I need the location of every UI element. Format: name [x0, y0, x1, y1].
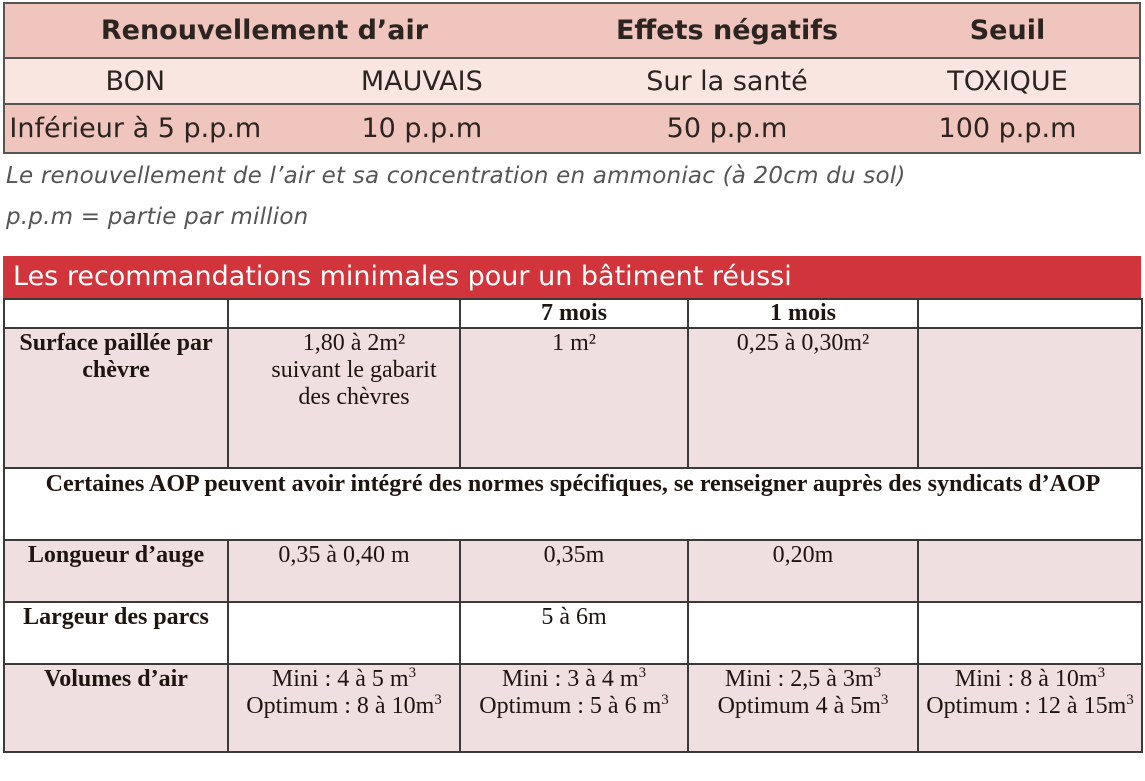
- volumes-col4-opt-sup: 3: [1126, 692, 1134, 708]
- header-renouvellement: Renouvellement d’air: [4, 3, 578, 58]
- air-table-quality-row: [4, 58, 1140, 104]
- volumes-col4-opt: Optimum : 12 à 15m: [926, 693, 1127, 719]
- volumes-col3-opt: Optimum 4 à 5m: [717, 693, 881, 719]
- cell-toxique: TOXIQUE: [876, 58, 1140, 104]
- header-seuil: Seuil: [876, 3, 1140, 58]
- cell-sur-la-sante: Sur la santé: [578, 58, 876, 104]
- row-longueur-auge: [4, 540, 1142, 602]
- cell-50ppm: 50 p.p.m: [578, 104, 876, 153]
- volumes-col3-mini-sup: 3: [873, 665, 882, 681]
- cell-bon: BON: [4, 58, 266, 104]
- header-7-mois: 7 mois: [460, 299, 688, 328]
- volumes-col4-mini: Mini : 8 à 10m: [954, 666, 1098, 692]
- label-volumes-air: Volumes d’air: [4, 664, 228, 752]
- header-empty-2: [228, 299, 460, 328]
- longueur-col3: 0,20m: [688, 540, 918, 602]
- recommendations-header-row: [4, 299, 1142, 328]
- volumes-col2-opt: Optimum : 5 à 6 m: [479, 693, 662, 719]
- volumes-col2: [460, 664, 688, 752]
- aop-note: Certaines AOP peuvent avoir intégré des normes spécifiques, se renseigner auprès des syndicats d’AOP: [4, 468, 1142, 540]
- caption-ammonia: Le renouvellement de l’air et sa concentration en ammoniac (à 20cm du sol): [6, 163, 906, 189]
- volumes-col3-opt-sup: 3: [880, 692, 889, 708]
- row-volumes-air: [4, 664, 1142, 752]
- volumes-col1-mini: Mini : 4 à 5 m: [271, 666, 409, 692]
- largeur-col1: [228, 602, 460, 664]
- surface-col1: 1,80 à 2m² suivant le gabarit des chèvres: [228, 328, 460, 468]
- volumes-col3-mini: Mini : 2,5 à 3m: [724, 666, 874, 692]
- volumes-col3: [688, 664, 918, 752]
- label-longueur-auge: Longueur d’auge: [4, 540, 228, 602]
- air-table-header-row: [4, 3, 1140, 58]
- air-renewal-table: [3, 2, 1141, 154]
- header-empty-1: [4, 299, 228, 328]
- recommendations-banner: Les recommandations minimales pour un bâtiment réussi: [3, 256, 1141, 298]
- row-aop-note: [4, 468, 1142, 540]
- largeur-col4: [918, 602, 1142, 664]
- cell-10ppm: 10 p.p.m: [266, 104, 578, 153]
- surface-col2: 1 m²: [460, 328, 688, 468]
- volumes-col2-mini-sup: 3: [638, 665, 647, 681]
- largeur-col3: [688, 602, 918, 664]
- cell-mauvais: MAUVAIS: [266, 58, 578, 104]
- cell-100ppm: 100 p.p.m: [876, 104, 1140, 153]
- volumes-col1-mini-sup: 3: [408, 665, 417, 681]
- longueur-col2: 0,35m: [460, 540, 688, 602]
- volumes-col4: [918, 664, 1142, 752]
- longueur-col4: [918, 540, 1142, 602]
- cell-inferieur-5ppm: Inférieur à 5 p.p.m: [4, 104, 266, 153]
- longueur-col1: 0,35 à 0,40 m: [228, 540, 460, 602]
- air-table-concentration-row: [4, 104, 1140, 153]
- volumes-col1-opt-sup: 3: [434, 692, 442, 708]
- volumes-col4-mini-sup: 3: [1097, 665, 1106, 681]
- label-largeur-parcs: Largeur des parcs: [4, 602, 228, 664]
- header-effets-negatifs: Effets négatifs: [578, 3, 876, 58]
- surface-col3: 0,25 à 0,30m²: [688, 328, 918, 468]
- caption-ppm-definition: p.p.m = partie par million: [6, 204, 309, 230]
- row-surface-paillee: [4, 328, 1142, 468]
- volumes-col2-opt-sup: 3: [661, 692, 669, 708]
- row-largeur-parcs: [4, 602, 1142, 664]
- volumes-col1-opt: Optimum : 8 à 10m: [246, 693, 435, 719]
- header-empty-5: [918, 299, 1142, 328]
- volumes-col2-mini: Mini : 3 à 4 m: [501, 666, 639, 692]
- recommendations-table: [3, 298, 1143, 753]
- label-surface-paillee: Surface paillée par chèvre: [4, 328, 228, 468]
- volumes-col1: [228, 664, 460, 752]
- largeur-col2: 5 à 6m: [460, 602, 688, 664]
- header-1-mois: 1 mois: [688, 299, 918, 328]
- surface-col4: [918, 328, 1142, 468]
